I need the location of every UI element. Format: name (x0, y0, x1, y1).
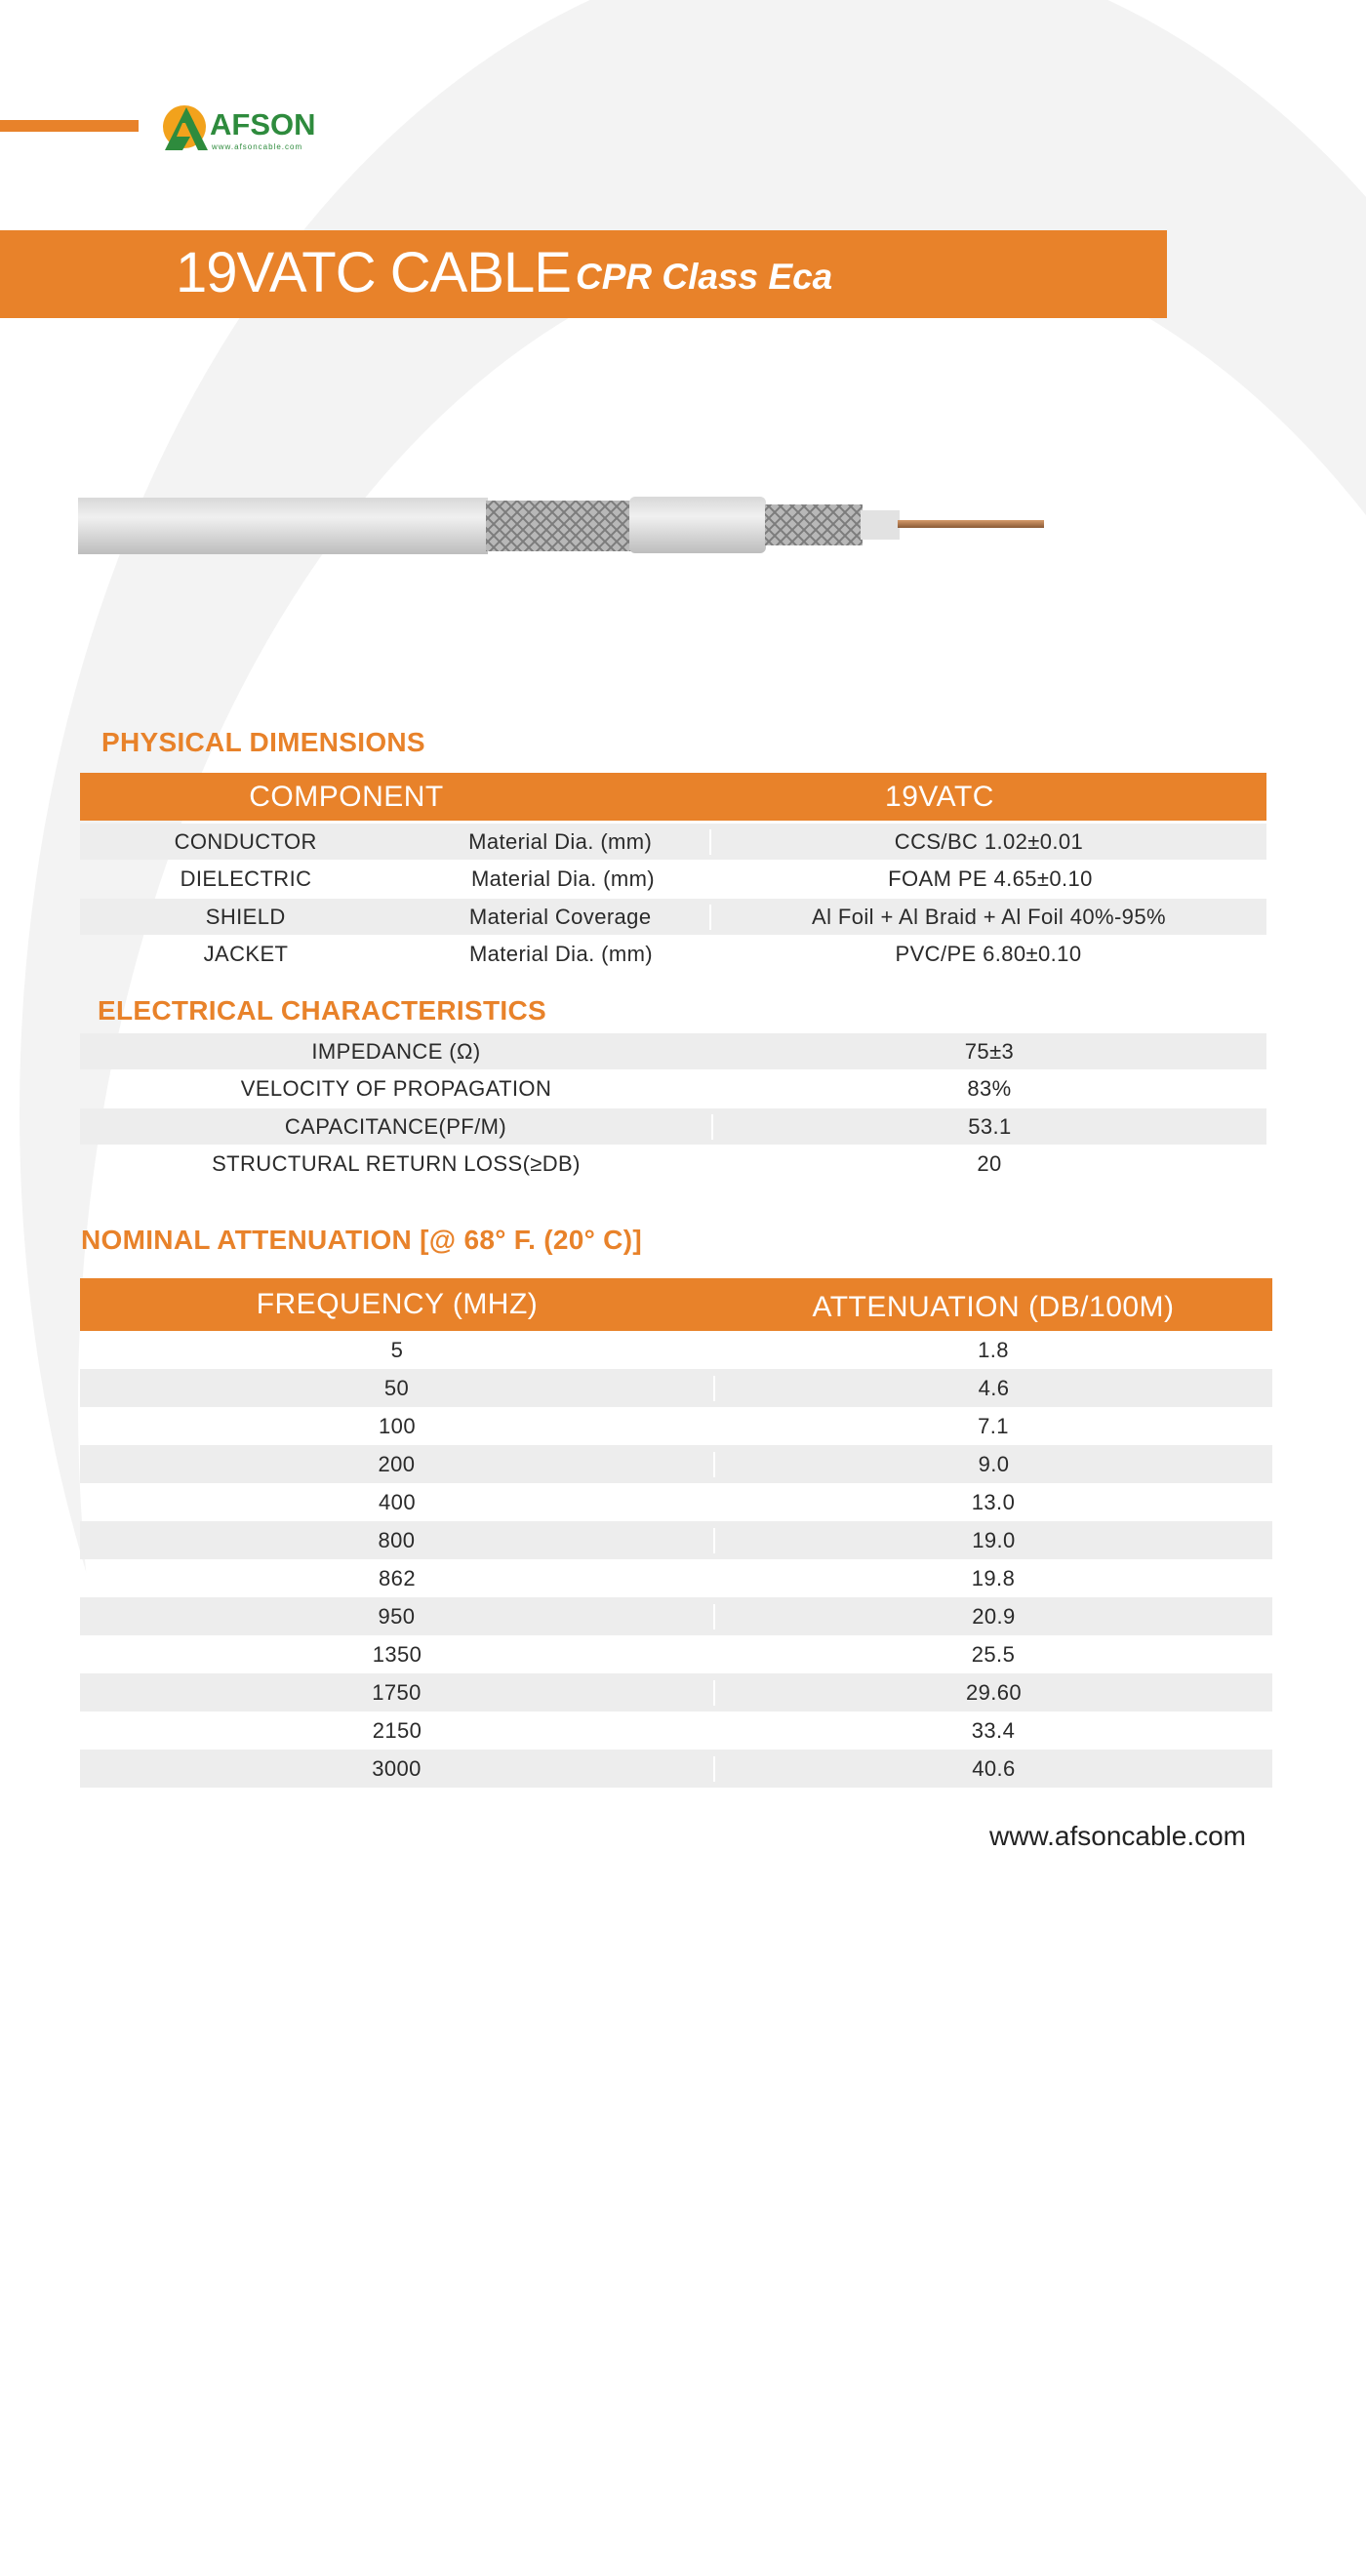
frequency-cell: 400 (379, 1489, 416, 1514)
footer-url[interactable]: www.afsoncable.com (989, 1821, 1247, 1851)
attenuation-cell: 7.1 (978, 1413, 1009, 1438)
component-cell: DIELECTRIC (180, 866, 312, 891)
attenuation-cell: 33.4 (971, 1717, 1016, 1743)
value-cell: PVC/PE 6.80±0.10 (895, 942, 1082, 966)
value-cell: Al Foil + Al Braid + Al Foil 40%-95% (812, 904, 1166, 929)
cable-image (78, 483, 1054, 566)
attenuation-cell: 20.9 (972, 1603, 1016, 1629)
physical-dimensions-table (80, 773, 1266, 974)
table-row (80, 860, 1266, 899)
table-row (80, 1483, 1272, 1521)
frequency-cell: 3000 (80, 1756, 715, 1782)
attenuation-cell: 4.6 (978, 1375, 1010, 1400)
table-header (80, 1278, 1272, 1331)
table-row (80, 1635, 1272, 1673)
frequency-cell: 800 (80, 1528, 715, 1553)
table-row (80, 1108, 1266, 1145)
table-row (80, 1445, 1272, 1483)
attenuation-cell: 40.6 (972, 1755, 1016, 1781)
label-cell: STRUCTURAL RETURN LOSS(≥DB) (212, 1151, 581, 1176)
table-row (80, 1145, 1266, 1184)
value-cell: 20 (977, 1151, 1002, 1176)
attenuation-table (80, 1278, 1272, 1788)
value-cell: CCS/BC 1.02±0.01 (894, 828, 1084, 854)
coax-cable-illustration (78, 483, 1054, 566)
nominal-attenuation-heading: NOMINAL ATTENUATION [@ 68° F. (20° C)] (81, 1225, 642, 1255)
component-cell: CONDUCTOR (174, 828, 317, 854)
value-cell: 53.1 (968, 1113, 1012, 1139)
frequency-cell: 2150 (372, 1717, 422, 1743)
label-cell: CAPACITANCE(PF/M) (80, 1114, 713, 1140)
frequency-cell: 50 (80, 1376, 715, 1401)
value-cell: FOAM PE 4.65±0.10 (888, 866, 1093, 891)
col-frequency: FREQUENCY (MHZ) (256, 1288, 539, 1320)
table-row (80, 1750, 1272, 1788)
attenuation-rows (80, 1331, 1272, 1788)
label-cell: IMPEDANCE (Ω) (311, 1038, 481, 1064)
page-title: 19VATC CABLE (176, 241, 571, 304)
frequency-cell: 1350 (372, 1641, 422, 1667)
table-row (80, 1369, 1272, 1407)
physical-dimensions-heading: PHYSICAL DIMENSIONS (101, 727, 425, 757)
table-row (80, 1559, 1272, 1597)
material-cell: Material Dia. (mm) (468, 942, 654, 966)
logo-wordmark: AFSON (210, 107, 316, 141)
material-cell: Material Dia. (mm) (411, 829, 711, 855)
frequency-cell: 862 (379, 1565, 416, 1590)
frequency-cell: 100 (379, 1413, 416, 1438)
attenuation-cell: 13.0 (971, 1489, 1016, 1514)
attenuation-cell: 9.0 (978, 1451, 1010, 1476)
frequency-cell: 950 (80, 1604, 715, 1630)
value-cell: 75±3 (964, 1038, 1015, 1064)
frequency-cell: 200 (80, 1452, 715, 1477)
table-row (80, 1331, 1272, 1369)
logo-a-icon (159, 101, 214, 156)
material-cell: Material Coverage (411, 905, 711, 930)
brand-logo[interactable] (159, 101, 325, 160)
value-cell: 83% (967, 1076, 1012, 1101)
frequency-cell: 5 (390, 1337, 404, 1362)
attenuation-cell: 29.60 (965, 1679, 1022, 1705)
table-row (80, 824, 1266, 860)
attenuation-cell: 19.8 (971, 1565, 1016, 1590)
table-row (80, 1711, 1272, 1750)
attenuation-cell: 25.5 (971, 1641, 1016, 1667)
table-row (80, 1407, 1272, 1445)
table-row (80, 899, 1266, 935)
table-header (80, 773, 1266, 821)
col-attenuation: ATTENUATION (DB/100M) (812, 1291, 1175, 1323)
table-row (80, 1597, 1272, 1635)
table-row (80, 1673, 1272, 1711)
col-value: 19VATC (885, 780, 994, 813)
logo-url: www.afsoncable.com (212, 142, 303, 151)
component-cell: JACKET (203, 942, 289, 966)
table-row (80, 1521, 1272, 1559)
material-cell: Material Dia. (mm) (470, 866, 656, 891)
page-subtitle: CPR Class Eca (576, 257, 833, 297)
frequency-cell: 1750 (80, 1680, 715, 1706)
table-row (80, 935, 1266, 974)
electrical-characteristics-heading: ELECTRICAL CHARACTERISTICS (98, 995, 546, 1026)
attenuation-cell: 19.0 (972, 1527, 1016, 1552)
table-row (80, 1033, 1266, 1069)
electrical-table (80, 1033, 1266, 1184)
attenuation-cell: 1.8 (978, 1337, 1009, 1362)
label-cell: VELOCITY OF PROPAGATION (240, 1076, 552, 1101)
title-banner (0, 230, 1167, 318)
table-row (80, 1069, 1266, 1108)
col-component: COMPONENT (249, 780, 444, 813)
component-cell: SHIELD (205, 904, 286, 929)
header-accent-bar (0, 120, 139, 132)
